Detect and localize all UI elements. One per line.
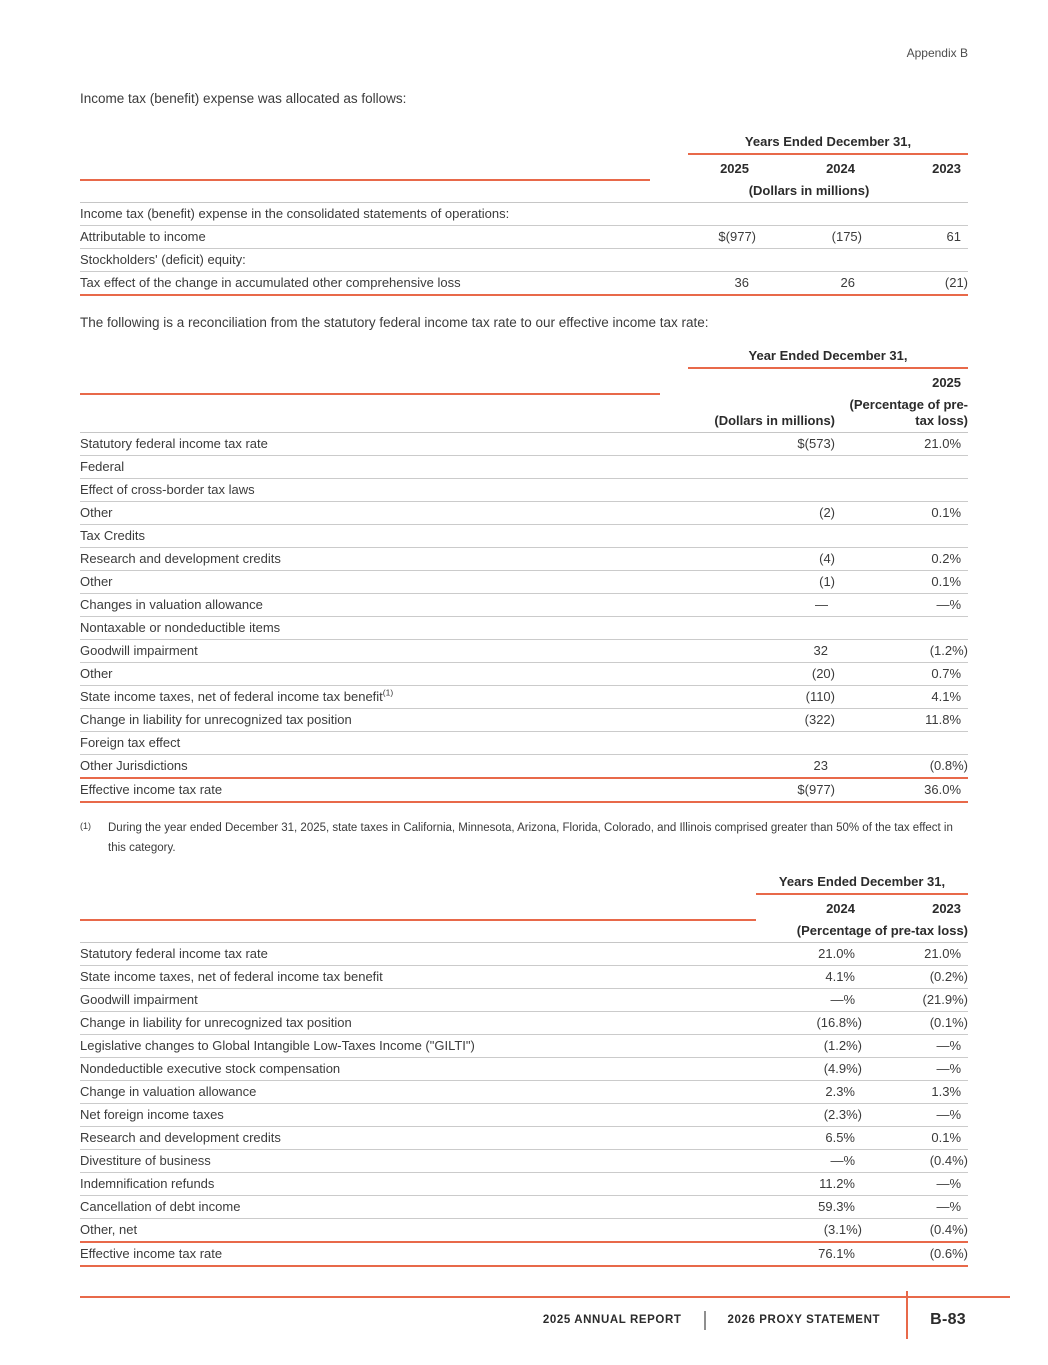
table-row	[80, 778, 968, 802]
table-row	[80, 755, 968, 779]
row-label: Foreign tax effect	[80, 732, 660, 755]
table-row	[80, 942, 968, 965]
table-row	[80, 1057, 968, 1080]
year-header-row	[80, 372, 968, 394]
row-label: Effective income tax rate	[80, 778, 660, 802]
table-row	[80, 965, 968, 988]
row-label: State income taxes, net of federal income tax benefit	[80, 965, 756, 988]
row-value: (0.1%)	[862, 1011, 968, 1034]
table-row	[80, 1195, 968, 1218]
row-value: (4)	[660, 548, 835, 571]
row-value	[756, 203, 862, 226]
period-header: Years Ended December 31,	[756, 874, 968, 895]
row-value	[660, 732, 835, 755]
table-row	[80, 1242, 968, 1266]
units-header-row	[80, 394, 968, 433]
table-row	[80, 709, 968, 732]
table-row	[80, 571, 968, 594]
row-value: (2)	[660, 502, 835, 525]
table-row	[80, 988, 968, 1011]
units-header-row	[80, 920, 968, 943]
row-value: (322)	[660, 709, 835, 732]
table-row	[80, 594, 968, 617]
row-label: Stockholders' (deficit) equity:	[80, 249, 650, 272]
row-value: (16.8%)	[756, 1011, 862, 1034]
table-row	[80, 1011, 968, 1034]
table-row	[80, 663, 968, 686]
row-label: Effective income tax rate	[80, 1242, 756, 1266]
table-row	[80, 203, 968, 226]
row-value: 21.0%	[862, 942, 968, 965]
footer-proxy-statement-label: 2026 PROXY STATEMENT	[727, 1314, 881, 1326]
row-value: (0.4%)	[862, 1149, 968, 1172]
row-value: —%	[862, 1057, 968, 1080]
row-value: $(977)	[660, 778, 835, 802]
year-column-header: 2023	[932, 900, 962, 916]
income-tax-allocation-table	[80, 131, 968, 296]
row-value	[660, 479, 835, 502]
table-row	[80, 1034, 968, 1057]
row-value: 36	[650, 272, 756, 296]
row-value: —%	[756, 1149, 862, 1172]
row-label: Other	[80, 663, 660, 686]
tax-rate-reconciliation-2025-table	[80, 345, 968, 803]
row-value: —%	[862, 1034, 968, 1057]
table-row	[80, 479, 968, 502]
row-value: 4.1%	[835, 686, 968, 709]
row-value: 26	[756, 272, 862, 296]
intro-paragraph-1: Income tax (benefit) expense was allocated as follows:	[80, 91, 407, 106]
row-label: Research and development credits	[80, 1126, 756, 1149]
row-label: Goodwill impairment	[80, 988, 756, 1011]
row-value	[835, 456, 968, 479]
row-value	[862, 249, 968, 272]
row-label: Nontaxable or nondeductible items	[80, 617, 660, 640]
row-value: 76.1%	[756, 1242, 862, 1266]
row-label: Other, net	[80, 1218, 756, 1242]
appendix-label: Appendix B	[906, 46, 968, 60]
row-value: (20)	[660, 663, 835, 686]
row-value	[835, 617, 968, 640]
table-row	[80, 732, 968, 755]
row-value: (4.9%)	[756, 1057, 862, 1080]
row-label: Goodwill impairment	[80, 640, 660, 663]
row-value: (21.9%)	[862, 988, 968, 1011]
row-value: 0.1%	[835, 571, 968, 594]
row-value: 0.1%	[835, 502, 968, 525]
footnote	[80, 819, 968, 859]
year-header-row	[80, 158, 968, 180]
row-value: —%	[835, 594, 968, 617]
row-label: Tax Credits	[80, 525, 660, 548]
row-value	[660, 525, 835, 548]
row-value: —%	[862, 1103, 968, 1126]
row-label: Other	[80, 502, 660, 525]
table-row	[80, 249, 968, 272]
units-label-percentage: (Percentage of pre-tax loss)	[835, 394, 968, 433]
row-value: 59.3%	[756, 1195, 862, 1218]
row-value: 36.0%	[835, 778, 968, 802]
row-value: 1.3%	[862, 1080, 968, 1103]
row-label: Research and development credits	[80, 548, 660, 571]
footnote-marker-ref: (1)	[382, 687, 394, 698]
row-value: 32	[660, 640, 835, 663]
footnote-marker: (1)	[80, 821, 91, 831]
row-label: Change in valuation allowance	[80, 1080, 756, 1103]
intro-paragraph-2: The following is a reconciliation from the statutory federal income tax rate to our effective income tax rate:	[80, 315, 709, 330]
row-label: State income taxes, net of federal income tax benefit$^{(1)}$	[80, 686, 660, 709]
row-value	[650, 249, 756, 272]
period-header-row	[80, 871, 968, 898]
year-column-header: 2025	[932, 375, 962, 390]
page-footer	[80, 1296, 1010, 1342]
row-value: (0.8%)	[835, 755, 968, 779]
units-label: (Percentage of pre-tax loss)	[756, 920, 968, 943]
period-header: Year Ended December 31,	[688, 348, 968, 369]
row-value: —%	[862, 1172, 968, 1195]
table-row	[80, 272, 968, 296]
row-value	[835, 479, 968, 502]
table-row	[80, 617, 968, 640]
row-value: 6.5%	[756, 1126, 862, 1149]
table-row	[80, 525, 968, 548]
footer-annual-report-label: 2025 ANNUAL REPORT	[542, 1314, 682, 1326]
row-label: Federal	[80, 456, 660, 479]
row-value: 11.2%	[756, 1172, 862, 1195]
row-value: 4.1%	[756, 965, 862, 988]
row-value: 0.2%	[835, 548, 968, 571]
period-header: Years Ended December 31,	[688, 134, 968, 155]
row-label: Attributable to income	[80, 226, 650, 249]
table-row	[80, 640, 968, 663]
row-value: (3.1%)	[756, 1218, 862, 1242]
row-value: (1.2%)	[835, 640, 968, 663]
table-row	[80, 1126, 968, 1149]
table-row	[80, 502, 968, 525]
row-value: —%	[756, 988, 862, 1011]
table-row	[80, 456, 968, 479]
table-row	[80, 1149, 968, 1172]
row-value: (2.3%)	[756, 1103, 862, 1126]
row-label: Statutory federal income tax rate	[80, 942, 756, 965]
year-header-row	[80, 898, 968, 920]
units-label-dollars: (Dollars in millions)	[660, 394, 835, 433]
table-row	[80, 226, 968, 249]
row-value: 61	[862, 226, 968, 249]
row-value: 21.0%	[756, 942, 862, 965]
row-value	[835, 732, 968, 755]
row-label: Change in liability for unrecognized tax position	[80, 709, 660, 732]
year-column-header: 2024	[826, 161, 855, 176]
row-label: Other	[80, 571, 660, 594]
row-value: 11.8%	[835, 709, 968, 732]
footnote-text: During the year ended December 31, 2025, state taxes in California, Minnesota, Arizona, Florida, Colorado, and Illinois comprised greater than 50% of the tax effect in this category.	[108, 822, 953, 854]
row-value	[835, 525, 968, 548]
row-label: Effect of cross-border tax laws	[80, 479, 660, 502]
row-value: 21.0%	[835, 433, 968, 456]
table-row	[80, 686, 968, 709]
row-label: Net foreign income taxes	[80, 1103, 756, 1126]
row-value: (0.6%)	[862, 1242, 968, 1266]
row-value: —	[660, 594, 835, 617]
row-label: Divestiture of business	[80, 1149, 756, 1172]
row-label: Legislative changes to Global Intangible Low-Taxes Income ("GILTI")	[80, 1034, 756, 1057]
footer-divider	[704, 1311, 706, 1330]
tax-rate-reconciliation-prior-years-table	[80, 871, 968, 1267]
row-value: (110)	[660, 686, 835, 709]
row-value: (0.4%)	[862, 1218, 968, 1242]
row-value	[660, 456, 835, 479]
row-value: 2.3%	[756, 1080, 862, 1103]
row-value: (1)	[660, 571, 835, 594]
row-value: —%	[862, 1195, 968, 1218]
row-value	[862, 203, 968, 226]
row-label: Change in liability for unrecognized tax position	[80, 1011, 756, 1034]
row-value: (21)	[862, 272, 968, 296]
table-row	[80, 1172, 968, 1195]
row-label: Cancellation of debt income	[80, 1195, 756, 1218]
row-value: $(977)	[650, 226, 756, 249]
row-label: Changes in valuation allowance	[80, 594, 660, 617]
row-label: Income tax (benefit) expense in the consolidated statements of operations:	[80, 203, 650, 226]
row-label: Statutory federal income tax rate	[80, 433, 660, 456]
units-label: (Dollars in millions)	[650, 180, 968, 203]
row-value: 0.7%	[835, 663, 968, 686]
period-header-row	[80, 131, 968, 158]
row-value	[660, 617, 835, 640]
row-label: Indemnification refunds	[80, 1172, 756, 1195]
row-value: (175)	[756, 226, 862, 249]
row-value: (0.2%)	[862, 965, 968, 988]
table-row	[80, 1080, 968, 1103]
row-label: Nondeductible executive stock compensation	[80, 1057, 756, 1080]
row-value	[650, 203, 756, 226]
year-column-header: 2023	[932, 161, 962, 176]
year-column-header: 2024	[826, 900, 855, 916]
row-value: 0.1%	[862, 1126, 968, 1149]
row-label: Other Jurisdictions	[80, 755, 660, 779]
row-value: 23	[660, 755, 835, 779]
row-value	[756, 249, 862, 272]
table-row	[80, 433, 968, 456]
row-label: Tax effect of the change in accumulated other comprehensive loss	[80, 272, 650, 296]
row-value: (1.2%)	[756, 1034, 862, 1057]
period-header-row	[80, 345, 968, 372]
row-value: $(573)	[660, 433, 835, 456]
table-row	[80, 548, 968, 571]
year-column-header: 2025	[720, 161, 749, 176]
footer-accent-divider	[906, 1291, 908, 1339]
footer-page-number: B-83	[930, 1311, 966, 1328]
units-header-row	[80, 180, 968, 203]
table-row	[80, 1103, 968, 1126]
table-row	[80, 1218, 968, 1242]
